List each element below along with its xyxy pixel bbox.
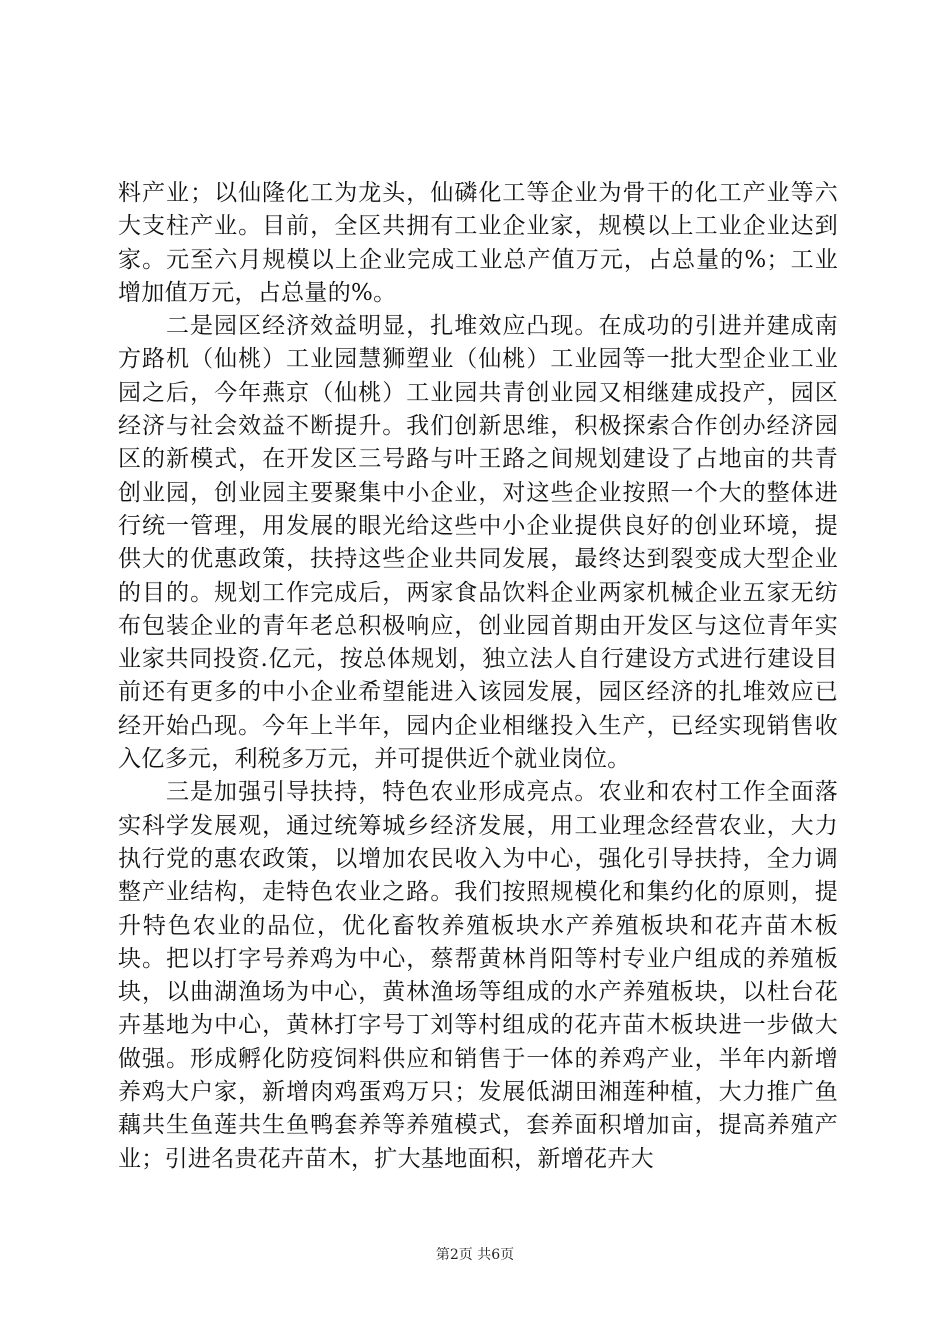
- paragraph-3: 三是加强引导扶持，特色农业形成亮点。农业和农村工作全面落实科学发展观，通过统筹城乡经济发展，用工业理念经营农业，大力执行党的惠农政策，以增加农民收入为中心，强化引导扶持，全力调整产业结构，走特色农业之路。我们按照规模化和集约化的原则，提升特色农业的品位，优化畜牧养殖板块水产养殖板块和花卉苗木板块。把以打字号养鸡为中心，蔡帮黄林肖阳等村专业户组成的养殖板块，以曲湖渔场为中心，黄林渔场等组成的水产养殖板块，以杜台花卉基地为中心，黄林打字号丁刘等村组成的花卉苗木板块进一步做大做强。形成孵化防疫饲料供应和销售于一体的养鸡产业，半年内新增养鸡大户家，新增肉鸡蛋鸡万只；发展低湖田湘莲种植，大力推广鱼藕共生鱼莲共生鱼鸭套养等养殖模式，套养面积增加亩，提高养殖产业；引进名贵花卉苗木，扩大基地面积，新增花卉大: [118, 779, 838, 1172]
- paragraph-2: 二是园区经济效益明显，扎堆效应凸现。在成功的引进并建成南方路机（仙桃）工业园慧狮塑业（仙桃）工业园等一批大型企业工业园之后，今年燕京（仙桃）工业园共青创业园又相继建成投产，园区经济与社会效益不断提升。我们创新思维，积极探索合作创办经济园区的新模式，在开发区三号路与叶王路之间规划建设了占地亩的共青创业园，创业园主要聚集中小企业，对这些企业按照一个大的整体进行统一管理，用发展的眼光给这些中小企业提供良好的创业环境，提供大的优惠政策，扶持这些企业共同发展，最终达到裂变成大型企业的目的。规划工作完成后，两家食品饮料企业两家机械企业五家无纺布包装企业的青年老总积极响应，创业园首期由开发区与这位青年实业家共同投资.亿元，按总体规划，独立法人自行建设方式进行建设目前还有更多的中小企业希望能进入该园发展，园区经济的扎堆效应已经开始凸现。今年上半年，园内企业相继投入生产，已经实现销售收入亿多元，利税多万元，并可提供近个就业岗位。: [118, 313, 838, 773]
- page-number-label: 第2页 共6页: [435, 1247, 515, 1263]
- page-footer: [0, 1244, 950, 1264]
- paragraph-1: 料产业；以仙隆化工为龙头，仙磷化工等企业为骨干的化工产业等六大支柱产业。目前，全区共拥有工业企业家，规模以上工业企业达到家。元至六月规模以上企业完成工业总产值万元，占总量的%；工业增加值万元，占总量的%。: [118, 180, 838, 306]
- document-body: [118, 177, 838, 1176]
